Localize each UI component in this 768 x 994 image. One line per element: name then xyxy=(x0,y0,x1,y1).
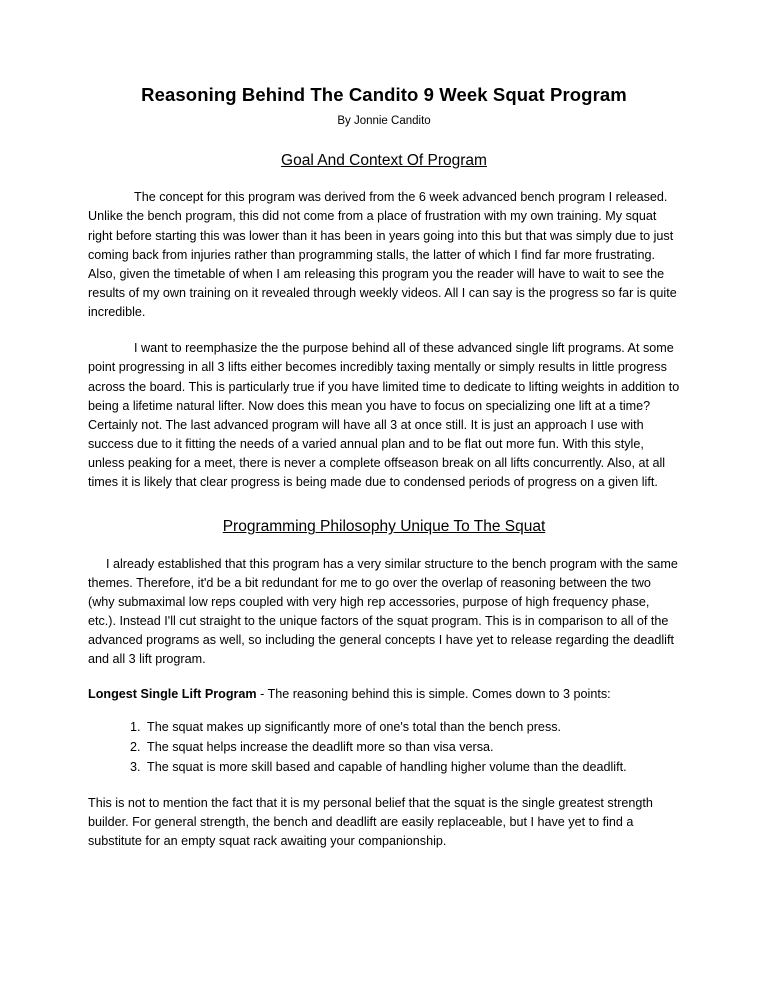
paragraph-closing-belief: This is not to mention the fact that it is my personal belief that the squat is the single greatest strength builder. For general strength, the bench and deadlift are easily replaceable, but I have yet to find a substitute for an empty squat rack awaiting your companionship. xyxy=(88,795,653,849)
paragraph-single-lift-purpose: I want to reemphasize the the purpose behind all of these advanced single lift programs. At some point progressing in all 3 lifts either becomes incredibly taxing mentally or simply results in little progress across the board. This is particularly true if you have limited time to dedicate to lifting weights in addition to being a lifetime natural lifter. Now does this mean you have to focus on specializing one lift at a time? Certainly not. The last advanced program will have all 3 at once still. It is just an approach I use with success due to it fitting the needs of a varied annual plan and to be flat out more fun. With this style, unless peaking for a meet, there is never a complete offseason break on all lifts concurrently. Also, at all times it is likely that clear progress is being made due to condensed periods of progress on a given lift. xyxy=(88,341,680,490)
list-item: 2. The squat helps increase the deadlift more so than visa versa. xyxy=(144,738,680,757)
section-heading-goal-and-context: Goal And Context Of Program xyxy=(281,152,487,170)
subsection-lead: - The reasoning behind this is simple. Comes down to 3 points: xyxy=(256,687,611,702)
section-heading-programming-philosophy: Programming Philosophy Unique To The Squat xyxy=(222,518,546,536)
paragraph-philosophy-overlap: I already established that this program has a very similar structure to the bench program with the same themes. Therefore, it'd be a bit redundant for me to go over the overlap of reasoning between the two (why submaximal low reps coupled with very high rep accessories, purpose of high frequency phase, etc.). Instead I'll cut straight to the unique factors of the squat program. This is in comparison to all of the advanced programs as well, so including the general concepts I have yet to release regarding the deadlift and all 3 lift program. xyxy=(88,556,678,667)
subsection-longest-single-lift xyxy=(88,685,680,704)
list-item: 1. The squat makes up significantly more of one's total than the bench press. xyxy=(144,718,680,737)
subsection-label: Longest Single Lift Program xyxy=(88,687,257,702)
page-title: Reasoning Behind The Candito 9 Week Squat Program xyxy=(141,84,627,105)
points-list xyxy=(88,718,680,777)
paragraph-concept-origin: The concept for this program was derived from the 6 week advanced bench program I released. Unlike the bench program, this did not come from a place of frustration with my own training. My squat right before starting this was lower than it has been in years going into this but that was simply due to just coming back from injuries rather than programming stalls, the latter of which I find far more frustrating. Also, given the timetable of when I am releasing this program you the reader will have to wait to see the results of my own training on it revealed through weekly videos. All I can say is the progress so far is quite incredible. xyxy=(88,190,677,320)
author-byline: By Jonnie Candito xyxy=(337,115,431,128)
list-item: 3. The squat is more skill based and capable of handling higher volume than the deadlift. xyxy=(144,758,680,777)
